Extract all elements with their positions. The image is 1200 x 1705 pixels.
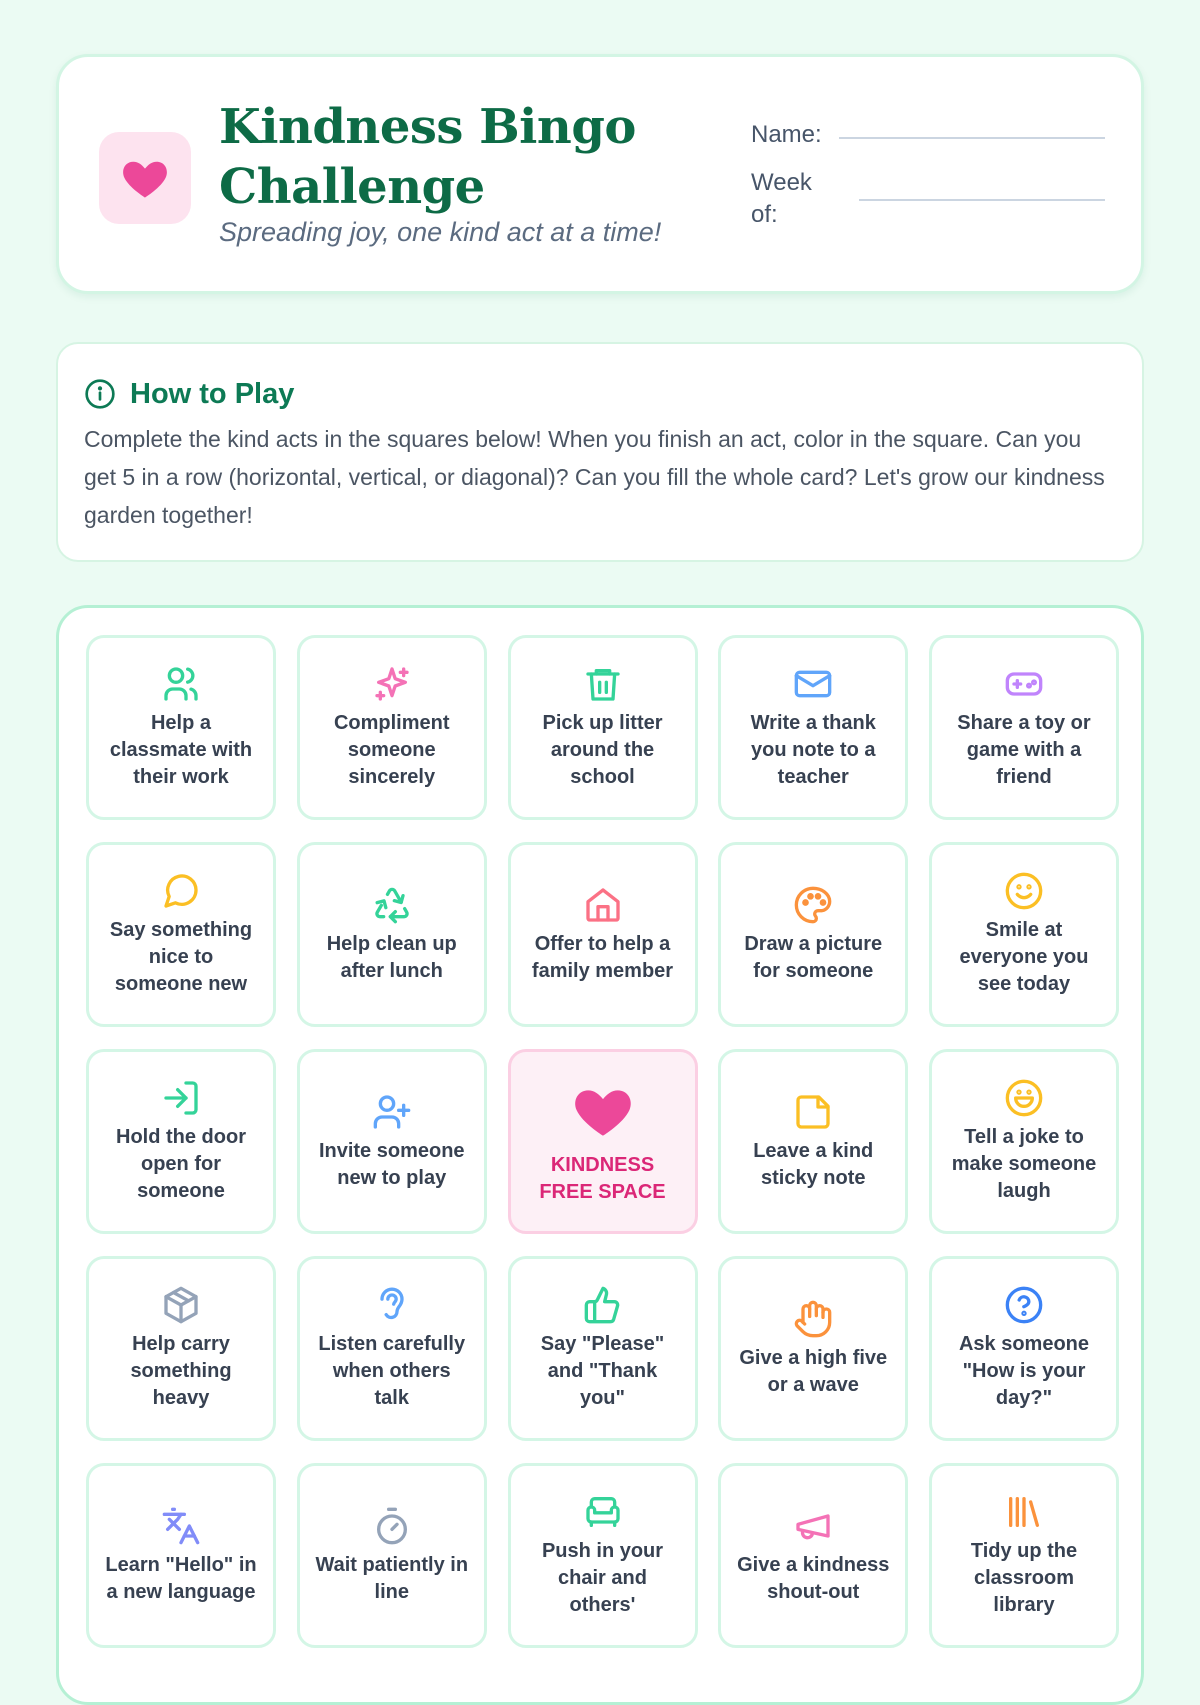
bingo-cell[interactable] xyxy=(718,1463,908,1648)
cell-label: Help clean up after lunch xyxy=(326,932,457,982)
cell-label: Give a high five or a wave xyxy=(739,1346,888,1396)
recycle-icon xyxy=(372,885,412,925)
cell-label: Say something nice to someone new xyxy=(109,919,253,995)
bingo-cell[interactable] xyxy=(508,1256,698,1441)
bingo-cell[interactable] xyxy=(297,1049,487,1234)
sticky-note-icon xyxy=(793,1092,833,1132)
cell-label: Help carry something heavy xyxy=(130,1333,232,1409)
bingo-cell[interactable] xyxy=(297,1256,487,1441)
cell-label: Draw a picture for someone xyxy=(744,932,883,982)
heart-icon xyxy=(119,152,171,204)
cell-label: KINDNESS FREE SPACE xyxy=(539,1153,666,1203)
bingo-cell[interactable] xyxy=(929,842,1119,1027)
cell-label: Share a toy or game with a friend xyxy=(957,712,1091,788)
bingo-cell[interactable] xyxy=(508,635,698,820)
bingo-cell[interactable] xyxy=(86,1256,276,1441)
login-icon xyxy=(161,1078,201,1118)
cell-label: Learn "Hello" in a new language xyxy=(105,1553,257,1603)
bingo-cell[interactable] xyxy=(297,635,487,820)
cell-label: Invite someone new to play xyxy=(318,1139,465,1189)
bingo-cell[interactable] xyxy=(718,842,908,1027)
cell-label: Write a thank you note to a teacher xyxy=(750,712,876,788)
cell-label: Help a classmate with their work xyxy=(109,712,253,788)
bingo-cell[interactable] xyxy=(86,1049,276,1234)
cell-label: Listen carefully when others talk xyxy=(318,1333,466,1409)
megaphone-icon xyxy=(793,1506,833,1546)
bingo-cell[interactable] xyxy=(86,1463,276,1648)
week-field[interactable] xyxy=(859,199,1105,201)
trash-icon xyxy=(583,664,623,704)
page-subtitle: Spreading joy, one kind act at a time! xyxy=(219,217,662,247)
bingo-cell[interactable] xyxy=(718,635,908,820)
mail-icon xyxy=(793,664,833,704)
name-label: Name: xyxy=(751,121,822,148)
gamepad-icon xyxy=(1004,664,1044,704)
cell-label: Wait patiently in line xyxy=(315,1553,469,1603)
timer-icon xyxy=(372,1506,412,1546)
armchair-icon xyxy=(583,1492,623,1532)
library-icon xyxy=(1004,1492,1044,1532)
home-icon xyxy=(583,885,623,925)
free-space-cell[interactable] xyxy=(508,1049,698,1234)
smile-icon xyxy=(1004,871,1044,911)
bingo-cell[interactable] xyxy=(929,1049,1119,1234)
bingo-cell[interactable] xyxy=(86,635,276,820)
laugh-icon xyxy=(1004,1078,1044,1118)
user-plus-icon xyxy=(372,1092,412,1132)
bingo-cell[interactable] xyxy=(297,842,487,1027)
how-to-play-card xyxy=(56,342,1144,562)
bingo-cell[interactable] xyxy=(929,1256,1119,1441)
cell-label: Pick up litter around the school xyxy=(542,712,663,788)
cell-label: Offer to help a family member xyxy=(531,932,674,982)
bingo-cell[interactable] xyxy=(718,1049,908,1234)
bingo-cell[interactable] xyxy=(508,842,698,1027)
speech-bubble-icon xyxy=(161,871,201,911)
bingo-cell[interactable] xyxy=(297,1463,487,1648)
bingo-cell[interactable] xyxy=(929,635,1119,820)
hand-icon xyxy=(793,1299,833,1339)
thumbs-up-icon xyxy=(583,1285,623,1325)
palette-icon xyxy=(793,885,833,925)
cell-label: Leave a kind sticky note xyxy=(753,1139,874,1189)
cell-label: Ask someone "How is your day?" xyxy=(958,1333,1090,1409)
logo-badge xyxy=(99,132,191,224)
bingo-cell[interactable] xyxy=(508,1463,698,1648)
page-title: Kindness Bingo Challenge xyxy=(219,99,636,215)
cell-label: Tidy up the classroom library xyxy=(970,1540,1078,1616)
sparkles-icon xyxy=(372,664,412,704)
bingo-cell[interactable] xyxy=(86,842,276,1027)
cell-label: Say "Please" and "Thank you" xyxy=(540,1333,665,1409)
question-icon xyxy=(1004,1285,1044,1325)
how-to-play-title: How to Play xyxy=(130,378,295,410)
info-icon xyxy=(84,378,116,410)
cell-label: Compliment someone sincerely xyxy=(333,712,450,788)
package-icon xyxy=(161,1285,201,1325)
bingo-cell[interactable] xyxy=(929,1463,1119,1648)
header-card xyxy=(56,54,1144,294)
translate-icon xyxy=(161,1506,201,1546)
cell-label: Hold the door open for someone xyxy=(116,1126,246,1202)
ear-icon xyxy=(372,1285,412,1325)
week-label: Week of: xyxy=(751,169,812,228)
cell-label: Push in your chair and others' xyxy=(541,1540,664,1616)
heart-icon xyxy=(570,1078,636,1144)
name-field[interactable] xyxy=(839,137,1105,139)
bingo-cell[interactable] xyxy=(718,1256,908,1441)
bingo-board xyxy=(56,605,1144,1705)
how-to-play-text: Complete the kind acts in the squares below! When you finish an act, color in the square. Can you get 5 in a row (horizontal, vertical, or diagonal)? Can you fill the whole card? Let's grow our kindness garden together! xyxy=(84,426,1105,528)
users-icon xyxy=(161,664,201,704)
cell-label: Tell a joke to make someone laugh xyxy=(951,1126,1097,1202)
cell-label: Give a kindness shout-out xyxy=(737,1553,890,1603)
cell-label: Smile at everyone you see today xyxy=(959,919,1089,995)
